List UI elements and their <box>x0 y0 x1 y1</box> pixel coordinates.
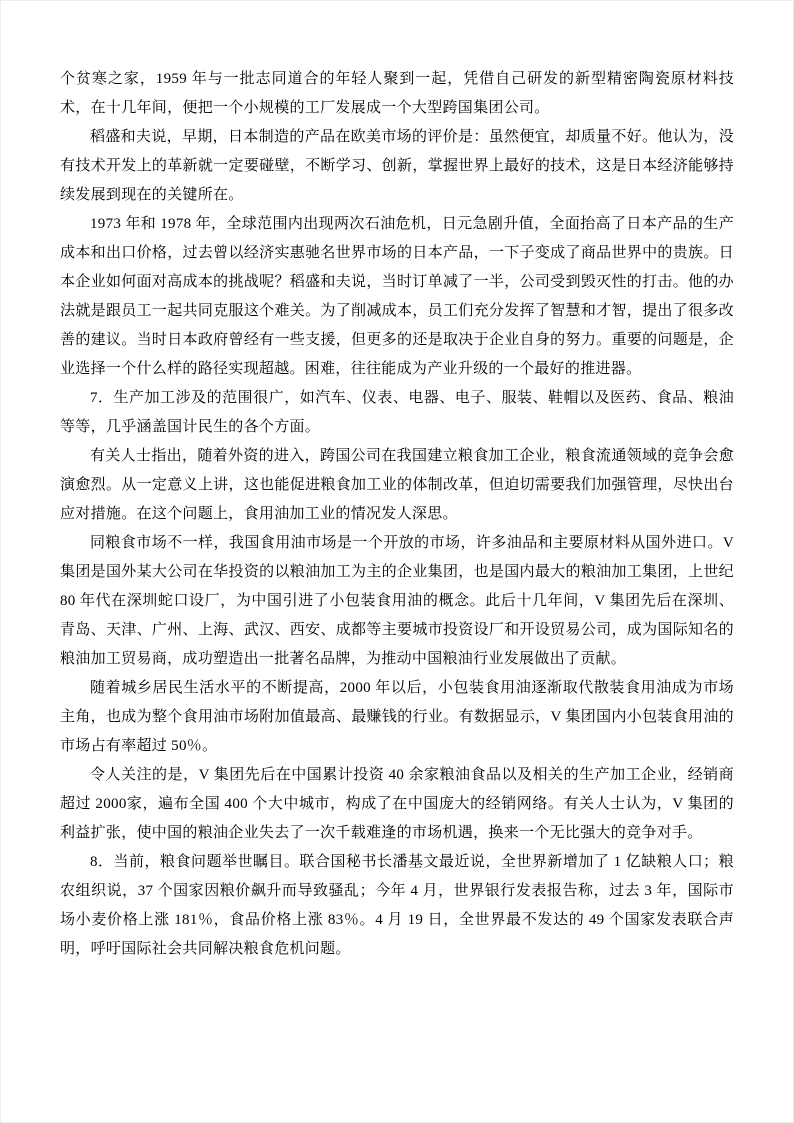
paragraph: 1973 年和 1978 年，全球范围内出现两次石油危机，日元急剧升值，全面抬高了日本产品的生产成本和出口价格，过去曾以经济实惠驰名世界市场的日本产品，一下子变成了商品世界中的贵族。日本企业如何面对高成本的挑战呢？稻盛和夫说，当时订单减了一半，公司受到毁灭性的打击。他的办法就是跟员工一起共同克服这个难关。为了削减成本，员工们充分发挥了智慧和才智，提出了很多改善的建议。当时日本政府曾经有一些支援，但更多的还是取决于企业自身的努力。重要的问题是，企业选择一个什么样的路径实现超越。困难，往往能成为产业升级的一个最好的推进器。 <box>60 216 734 377</box>
paragraph: 同粮食市场不一样，我国食用油市场是一个开放的市场，许多油品和主要原材料从国外进口。V 集团是国外某大公司在华投资的以粮油加工为主的企业集团，也是国内最大的粮油加工集团，上世纪 80 年代在深圳蛇口设厂，为中国引进了小包装食用油的概念。此后十几年间，V 集团先后在深圳、青岛、天津、广州、上海、武汉、西安、成都等主要城市投资设厂和开设贸易公司，成为国际知名的粮油加工贸易商，成功塑造出一批著名品牌，为推动中国粮油行业发展做出了贡献。 <box>60 535 734 667</box>
paragraph: 稻盛和夫说，早期，日本制造的产品在欧美市场的评价是：虽然便宜，却质量不好。他认为，没有技术开发上的革新就一定要碰壁，不断学习、创新，掌握世界上最好的技术，这是日本经济能够持续发展到现在的关键所在。 <box>60 129 734 203</box>
paragraph: 令人关注的是，V 集团先后在中国累计投资 40 余家粮油食品以及相关的生产加工企业，经销商超过 2000家，遍布全国 400 个大中城市，构成了在中国庞大的经销网络。有关人士认为，V 集团的利益扩张，使中国的粮油企业失去了一次千载难逢的市场机遇，换来一个无比强大的竞争对手。 <box>60 767 734 841</box>
paragraph-item-8: 8．当前，粮食问题举世瞩目。联合国秘书长潘基文最近说，全世界新增加了 1 亿缺粮人口；粮农组织说，37 个国家因粮价飙升而导致骚乱；今年 4 月，世界银行发表报告称，过去 3 年，国际市场小麦价格上涨 181％，食品价格上涨 83％。4 月 19 日，全世界最不发达的 49 个国家发表联合声明，呼吁国际社会共同解决粮食危机问题。 <box>60 854 734 957</box>
paragraph-item-7: 7．生产加工涉及的范围很广，如汽车、仪表、电器、电子、服装、鞋帽以及医药、食品、粮油等等，几乎涵盖国计民生的各个方面。 <box>60 390 734 435</box>
document-body-text <box>60 65 734 964</box>
paragraph: 随着城乡居民生活水平的不断提高，2000 年以后，小包装食用油逐渐取代散装食用油成为市场主角，也成为整个食用油市场附加值最高、最赚钱的行业。有数据显示，V 集团国内小包装食用油的市场占有率超过 50％。 <box>60 680 734 754</box>
paragraph-continuation: 个贫寒之家，1959 年与一批志同道合的年轻人聚到一起，凭借自己研发的新型精密陶瓷原材料技术，在十几年间，便把一个小规模的工厂发展成一个大型跨国集团公司。 <box>60 71 734 116</box>
paragraph: 有关人士指出，随着外资的进入，跨国公司在我国建立粮食加工企业，粮食流通领域的竞争会愈演愈烈。从一定意义上讲，这也能促进粮食加工业的体制改革，但迫切需要我们加强管理，尽快出台应对措施。在这个问题上，食用油加工业的情况发人深思。 <box>60 448 734 522</box>
